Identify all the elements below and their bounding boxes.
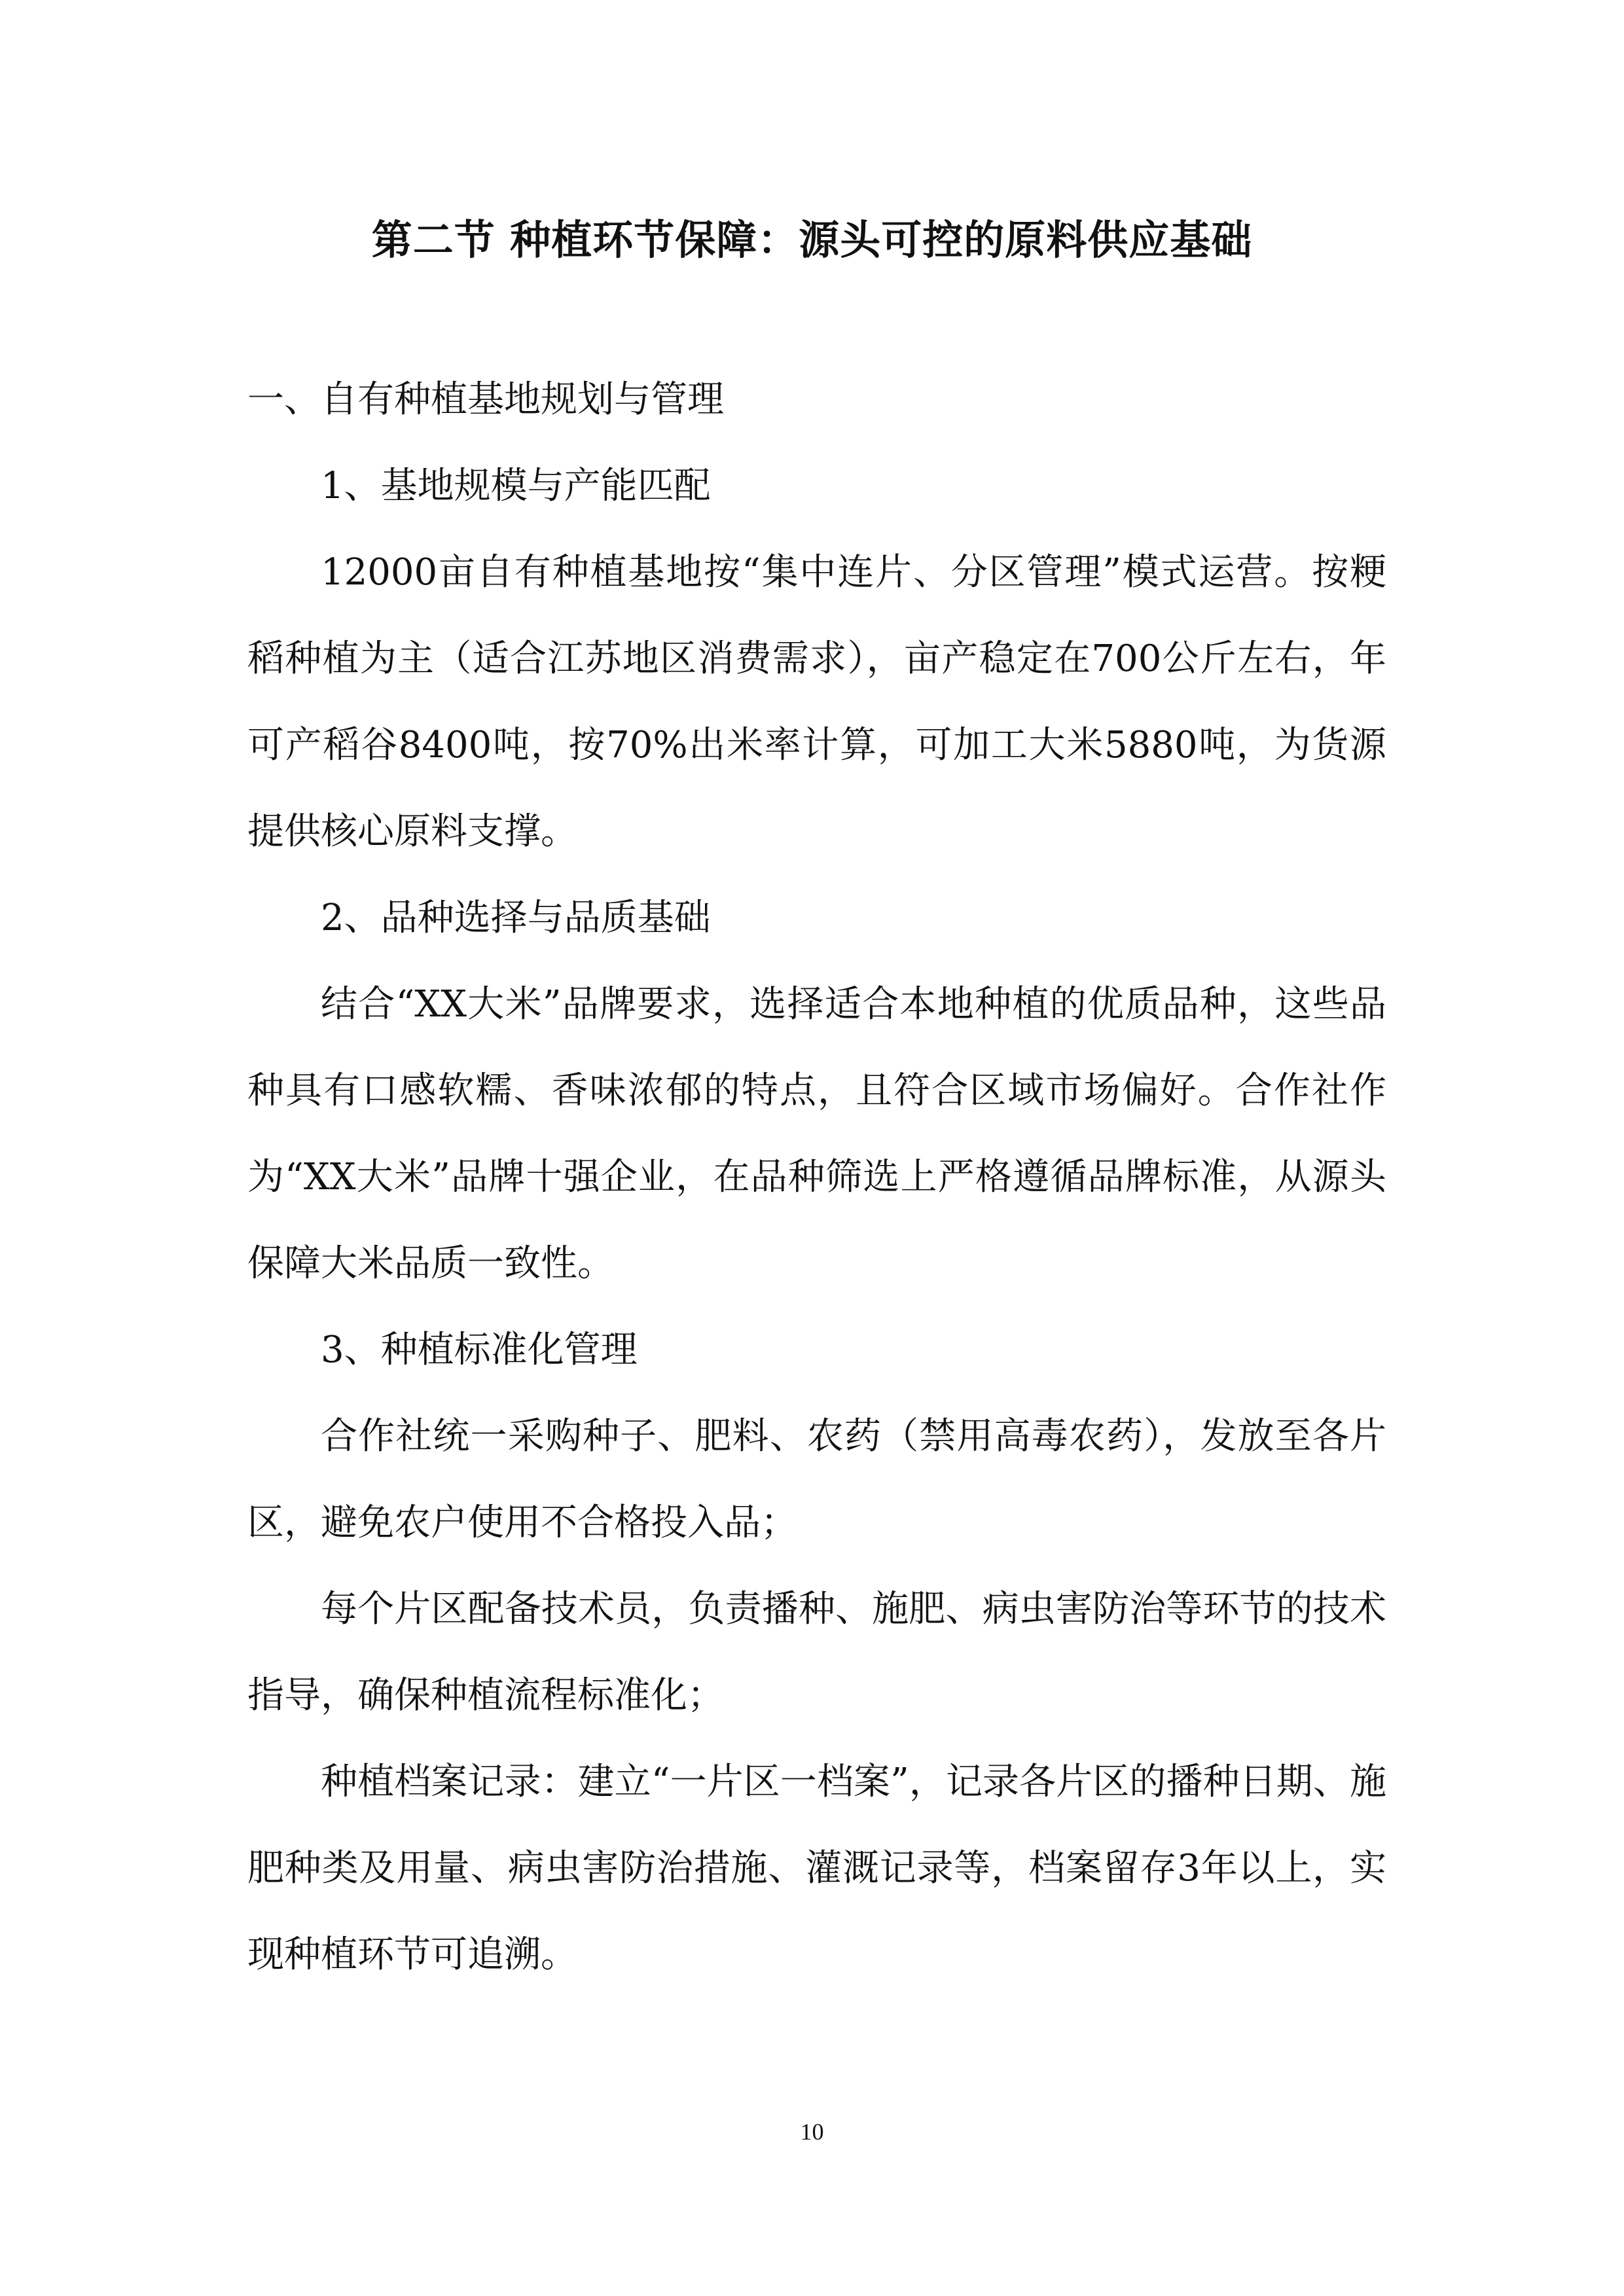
section-heading: 一、自有种植基地规划与管理: [247, 378, 724, 421]
body-content: [247, 357, 1386, 1998]
paragraph-technician: 每个片区配备技术员，负责播种、施肥、病虫害防治等环节的技术指导，确保种植流程标准化；: [247, 1588, 1386, 1717]
paragraph-unified-procurement: 合作社统一采购种子、肥料、农药（禁用高毒农药），发放至各片区，避免农户使用不合格投入品；: [247, 1415, 1386, 1544]
paragraph-planting-records: 种植档案记录：建立“一片区一档案”，记录各片区的播种日期、施肥种类及用量、病虫害防治措施、灌溉记录等，档案留存3年以上，实现种植环节可追溯。: [247, 1761, 1386, 1976]
section-title: 第二节 种植环节保障：源头可控的原料供应基础: [371, 216, 1253, 264]
subsection-heading-1: 1、基地规模与产能匹配: [321, 465, 711, 507]
page-number: 10: [800, 2119, 824, 2145]
paragraph-variety-selection: 结合“XX大米”品牌要求，选择适合本地种植的优质品种，这些品种具有口感软糯、香味浓郁的特点，且符合区域市场偏好。合作社作为“XX大米”品牌十强企业，在品种筛选上严格遵循品牌标准，从源头保障大米品质一致性。: [247, 983, 1386, 1285]
subsection-heading-2: 2、品种选择与品质基础: [321, 897, 711, 939]
paragraph-base-scale: 12000亩自有种植基地按“集中连片、分区管理”模式运营。按粳稻种植为主（适合江苏地区消费需求），亩产稳定在700公斤左右，年可产稻谷8400吨，按70%出米率计算，可加工大米5880吨，为货源提供核心原料支撑。: [247, 551, 1386, 853]
subsection-heading-3: 3、种植标准化管理: [321, 1329, 638, 1371]
